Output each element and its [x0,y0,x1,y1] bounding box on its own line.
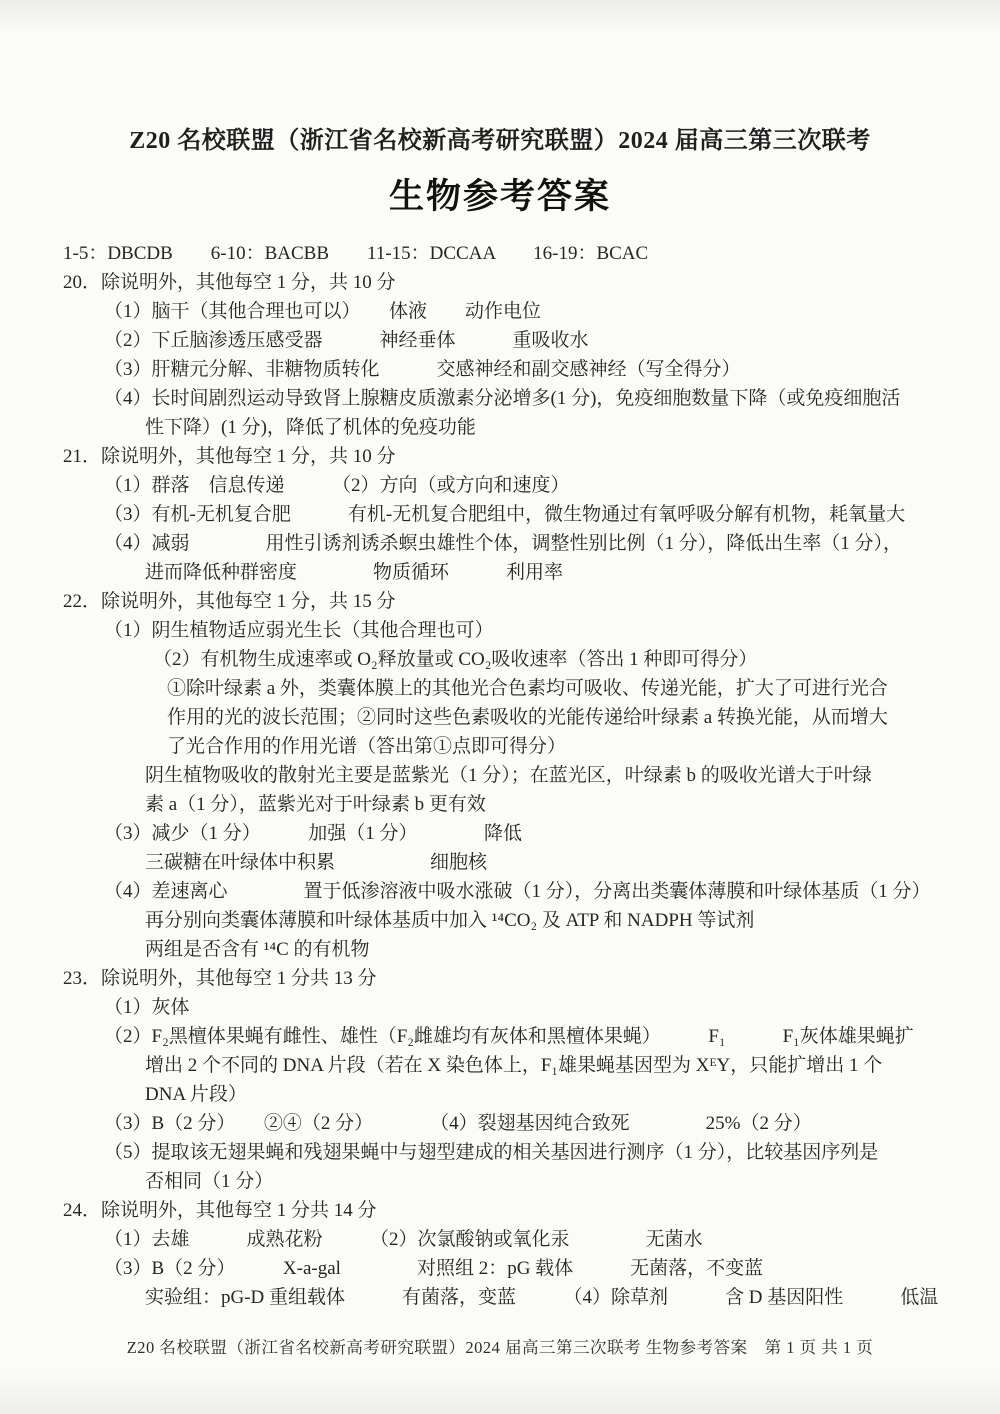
answer-line: （3）有机-无机复合肥 有机-无机复合肥组中，微生物通过有氧呼吸分解有机物，耗氧量大 [104,504,906,525]
answer-line: ①除叶绿素 a 外，类囊体膜上的其他光合色素均可吸收、传递光能，扩大了可进行光合 [167,678,888,699]
answer-line: （1）脑干（其他合理也可以） 体液 动作电位 [104,301,542,322]
answer-line: 再分别向类囊体薄膜和叶绿体基质中加入 ¹⁴CO₂ 及 ATP 和 NADPH 等试剂 [145,910,755,931]
answer-line: （1）阴生植物适应弱光生长（其他合理也可） [104,620,494,641]
answer-line: 进而降低种群密度 物质循环 利用率 [145,562,564,583]
answer-line: （3）减少（1 分） 加强（1 分） 降低 [104,823,523,844]
answer-line: 增出 2 个不同的 DNA 片段（若在 X 染色体上，F₁雄果蝇基因型为 XᴱY，只能扩增出 1 个 [145,1055,883,1076]
answer-line-q22: 22．除说明外，其他每空 1 分，共 15 分 [63,591,396,612]
answer-line: 了光合作用的作用光谱（答出第①点即可得分） [167,736,567,757]
answer-line: （4）减弱 用性引诱剂诱杀螟虫雄性个体，调整性别比例（1 分），降低出生率（1 分）， [104,533,903,554]
answer-line: （4）长时间剧烈运动导致肾上腺糖皮质激素分泌增多(1 分)，免疫细胞数量下降（或免疫细胞活 [104,388,901,409]
answer-line: （1）群落 信息传递 （2）方向（或方向和速度） [104,475,570,496]
answer-line: （1）去雄 成熟花粉 （2）次氯酸钠或氧化汞 无菌水 [104,1229,703,1250]
answer-line: （3）B（2 分） ②④（2 分） （4）裂翅基因纯合致死 25%（2 分） [104,1113,812,1134]
answer-line-q23: 23．除说明外，其他每空 1 分共 13 分 [63,968,377,989]
answer-line: （2）有机物生成速率或 O₂释放量或 CO₂吸收速率（答出 1 种即可得分） [153,649,758,670]
exam-header-title: Z20 名校联盟（浙江省名校新高考研究联盟）2024 届高三第三次联考 [129,128,871,154]
answer-line: 性下降）(1 分)，降低了机体的免疫功能 [145,417,476,438]
answer-line: （1）灰体 [104,997,190,1018]
answer-line: （2）F₂黑檀体果蝇有雌性、雄性（F₂雌雄均有灰体和黑檀体果蝇） F₁ F₁灰体雄果蝇扩 [104,1026,914,1047]
page-footer: Z20 名校联盟（浙江省名校新高考研究联盟）2024 届高三第三次联考 生物参考答案 第 1 页 共 1 页 [126,1338,874,1357]
answer-line: （4）差速离心 置于低渗溶液中吸水涨破（1 分），分离出类囊体薄膜和叶绿体基质（1 分） [104,881,931,902]
answer-line-q21: 21．除说明外，其他每空 1 分，共 10 分 [63,446,396,467]
answer-line: 两组是否含有 ¹⁴C 的有机物 [145,939,370,960]
answer-line: 素 a（1 分），蓝紫光对于叶绿素 b 更有效 [145,794,486,815]
answer-line: 作用的光的波长范围；②同时这些色素吸收的光能传递给叶绿素 a 转换光能，从而增大 [167,707,888,728]
doc-title: 生物参考答案 [388,177,611,216]
answer-line-q20: 20．除说明外，其他每空 1 分，共 10 分 [63,272,396,293]
answer-line: （2）下丘脑渗透压感受器 神经垂体 重吸收水 [104,330,589,351]
answers-body [0,239,1000,1312]
answer-line-q24: 24．除说明外，其他每空 1 分共 14 分 [63,1200,377,1221]
answer-line: （3）B（2 分） X-a-gal 对照组 2：pG 载体 无菌落，不变蓝 [104,1258,764,1279]
answer-line: 否相同（1 分） [145,1171,274,1192]
answer-line: 实验组：pG-D 重组载体 有菌落，变蓝 （4）除草剂 含 D 基因阳性 低温 [145,1287,939,1308]
answer-line: 三碳糖在叶绿体中积累 细胞核 [145,852,488,873]
answer-line: DNA 片段） [145,1084,247,1105]
answer-line: （5）提取该无翅果蝇和残翅果蝇中与翅型建成的相关基因进行测序（1 分），比较基因序列是 [104,1142,879,1163]
answer-line-choices: 1-5：DBCDB 6-10：BACBB 11-15：DCCAA 16-19：BCAC [63,243,649,264]
answer-line: 阴生植物吸收的散射光主要是蓝紫光（1 分）；在蓝光区，叶绿素 b 的吸收光谱大于叶绿 [145,765,872,786]
answer-line: （3）肝糖元分解、非糖物质转化 交感神经和副交感神经（写全得分） [104,359,741,380]
